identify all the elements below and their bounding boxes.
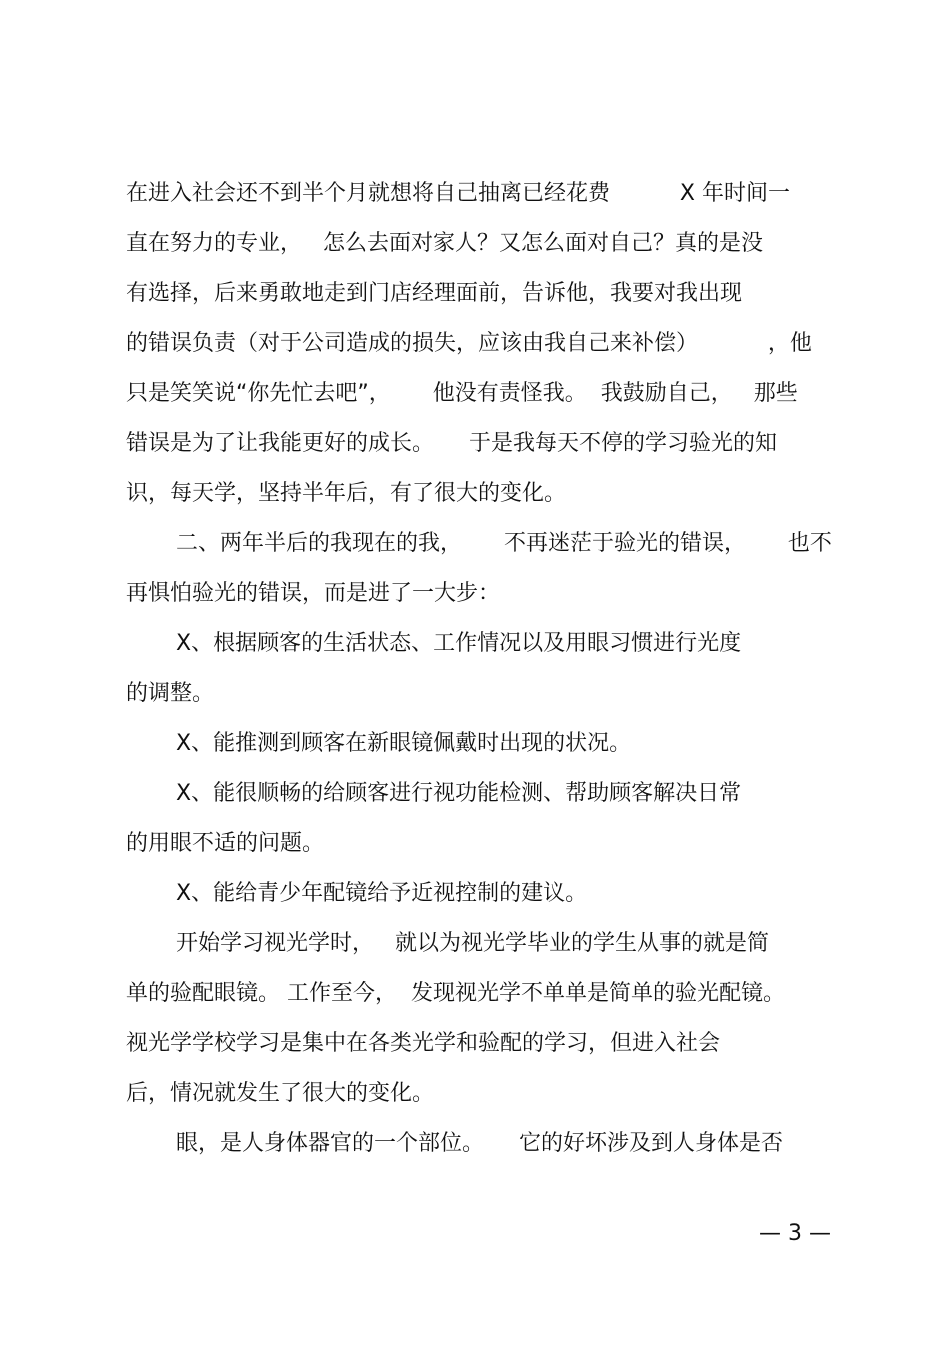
page-number: — 3 — <box>759 1221 831 1246</box>
text-line: 错误是为了让我能更好的成长。 于是我每天不停的学习验光的知 <box>126 431 777 456</box>
text-line: 单的验配眼镜。 工作至今， 发现视光学不单单是简单的验光配镜。 <box>126 981 785 1006</box>
text-line: 在进入社会还不到半个月就想将自己抽离已经花费 X 年时间一 <box>126 181 790 206</box>
text-line: 再惧怕验光的错误，而是进了一大步： <box>126 581 501 606</box>
text-line: X、能推测到顾客在新眼镜佩戴时出现的状况。 <box>176 731 632 756</box>
text-line: X、能很顺畅的给顾客进行视功能检测、帮助顾客解决日常 <box>176 781 742 806</box>
text-line: 有选择，后来勇敢地走到门店经理面前，告诉他，我要对我出现 <box>126 281 743 306</box>
text-line: 开始学习视光学时， 就以为视光学毕业的学生从事的就是简 <box>176 931 769 956</box>
text-line: 的错误负责（对于公司造成的损失，应该由我自己来补偿） ，他 <box>126 331 812 356</box>
text-line: 识，每天学，坚持半年后，有了很大的变化。 <box>126 481 567 506</box>
text-line: X、能给青少年配镜给予近视控制的建议。 <box>176 881 588 906</box>
text-line: 视光学学校学习是集中在各类光学和验配的学习，但进入社会 <box>126 1031 721 1056</box>
text-line: 的调整。 <box>126 681 215 706</box>
text-line: 的用眼不适的问题。 <box>126 831 325 856</box>
text-line: X、根据顾客的生活状态、工作情况以及用眼习惯进行光度 <box>176 631 742 656</box>
text-line: 二、两年半后的我现在的我， 不再迷茫于验光的错误， 也不 <box>176 531 832 556</box>
text-line: 直在努力的专业， 怎么去面对家人？又怎么面对自己？真的是没 <box>126 231 763 256</box>
text-line: 只是笑笑说“你先忙去吧”， 他没有责怪我。 我鼓励自己， 那些 <box>126 381 798 406</box>
text-line: 后，情况就发生了很大的变化。 <box>126 1081 435 1106</box>
text-line: 眼，是人身体器官的一个部位。 它的好坏涉及到人身体是否 <box>176 1131 783 1156</box>
